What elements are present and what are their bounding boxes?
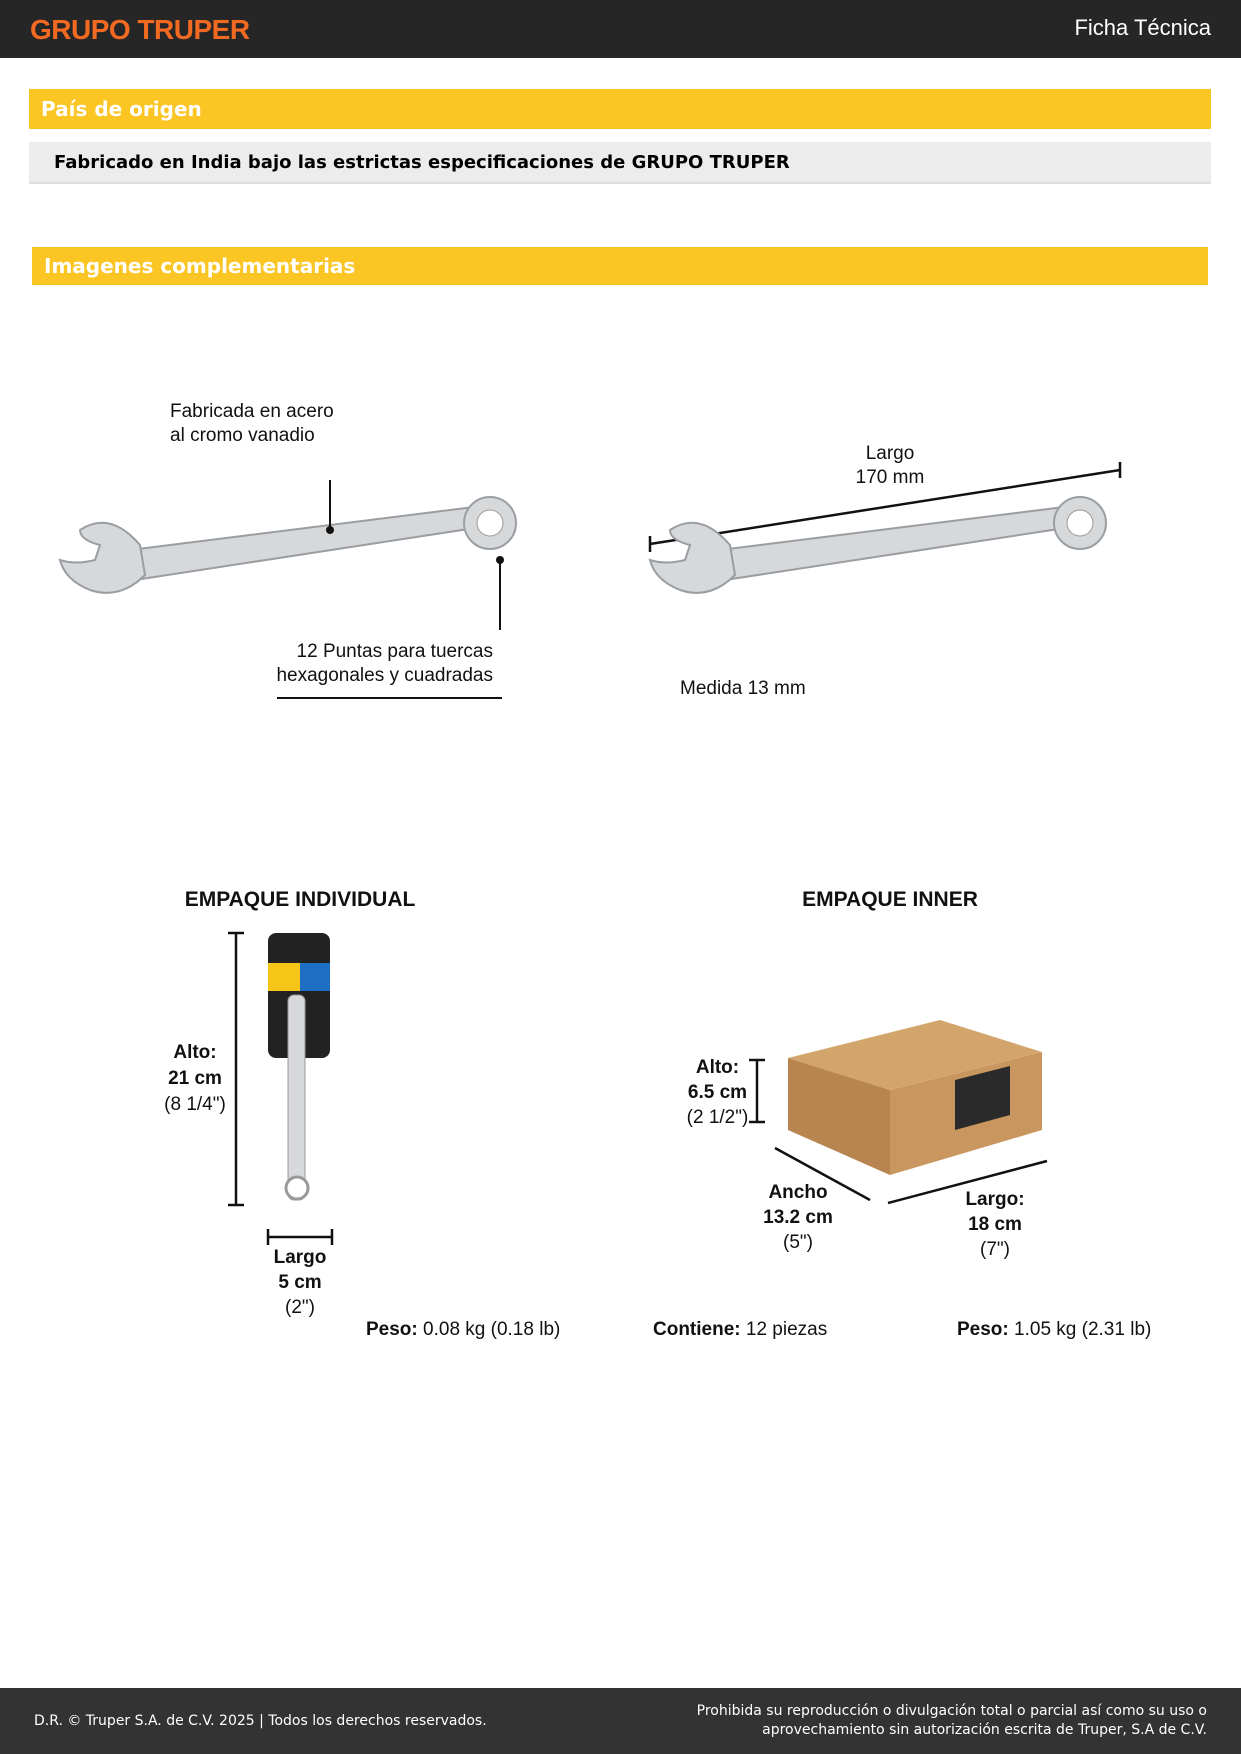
label-title: Alto: <box>173 1042 217 1063</box>
callout-line-1: 12 Puntas para tuercas <box>296 641 493 662</box>
inner-height-label <box>680 1055 755 1130</box>
weight-value: 1.05 kg (2.31 lb) <box>1008 1319 1152 1340</box>
callout-line-2: al cromo vanadio <box>170 425 315 446</box>
contents-label: Contiene: <box>653 1319 741 1340</box>
label-title: Largo <box>273 1247 327 1268</box>
contents-value: 12 piezas <box>740 1319 828 1340</box>
label-imperial: (8 1/4") <box>164 1094 226 1115</box>
label-imperial: (7") <box>980 1239 1010 1260</box>
page-footer <box>0 1688 1241 1754</box>
label-title: Alto: <box>695 1057 740 1078</box>
length-label-title: Largo <box>865 443 915 464</box>
legal-notice <box>697 1702 1207 1740</box>
document-title: Ficha Técnica <box>1074 15 1211 40</box>
label-value: 18 cm <box>968 1214 1022 1235</box>
callout-material <box>170 400 334 448</box>
length-label <box>830 442 950 490</box>
callout-line-1: Fabricada en acero <box>170 401 334 422</box>
callout-line-2: hexagonales y cuadradas <box>276 665 493 686</box>
label-value: 13.2 cm <box>763 1207 833 1228</box>
callout-points <box>270 640 493 688</box>
weight-label: Peso: <box>957 1319 1009 1340</box>
wrench-image-callouts <box>50 480 550 630</box>
legal-line-2: aprovechamiento sin autorización escrita de Truper, S.A de C.V. <box>762 1722 1207 1738</box>
label-value: 6.5 cm <box>687 1082 748 1103</box>
brand-logo: GRUPO TRUPER <box>30 14 250 45</box>
individual-weight <box>366 1318 560 1342</box>
inner-package-title: EMPAQUE INNER <box>802 888 978 911</box>
individual-length-label <box>255 1245 345 1320</box>
individual-height-label <box>150 1040 240 1118</box>
inner-length-label <box>950 1187 1040 1262</box>
inner-contents <box>653 1318 827 1342</box>
weight-value: 0.08 kg (0.18 lb) <box>417 1319 561 1340</box>
page-header <box>0 0 1241 58</box>
section-heading-images: Imagenes complementarias <box>32 247 1208 285</box>
label-imperial: (2") <box>285 1297 315 1318</box>
inner-width-label <box>753 1180 843 1255</box>
callout-line <box>270 695 505 701</box>
label-value: 21 cm <box>168 1068 222 1089</box>
section-heading-origin: País de origen <box>29 89 1211 129</box>
legal-line-1: Prohibida su reproducción o divulgación total o parcial así como su uso o <box>696 1703 1207 1719</box>
weight-label: Peso: <box>366 1319 418 1340</box>
label-title: Ancho <box>768 1182 828 1203</box>
label-title: Largo: <box>965 1189 1025 1210</box>
copyright: D.R. © Truper S.A. de C.V. 2025 | Todos los derechos reservados. <box>34 1713 487 1729</box>
label-imperial: (2 1/2") <box>686 1107 749 1128</box>
length-label-value: 170 mm <box>855 467 925 488</box>
label-value: 5 cm <box>278 1272 322 1293</box>
origin-text: Fabricado en India bajo las estrictas especificaciones de GRUPO TRUPER <box>29 142 1211 184</box>
inner-weight <box>957 1318 1151 1342</box>
individual-package-title: EMPAQUE INDIVIDUAL <box>184 888 416 911</box>
size-label: Medida 13 mm <box>680 678 806 699</box>
label-imperial: (5") <box>783 1232 813 1253</box>
